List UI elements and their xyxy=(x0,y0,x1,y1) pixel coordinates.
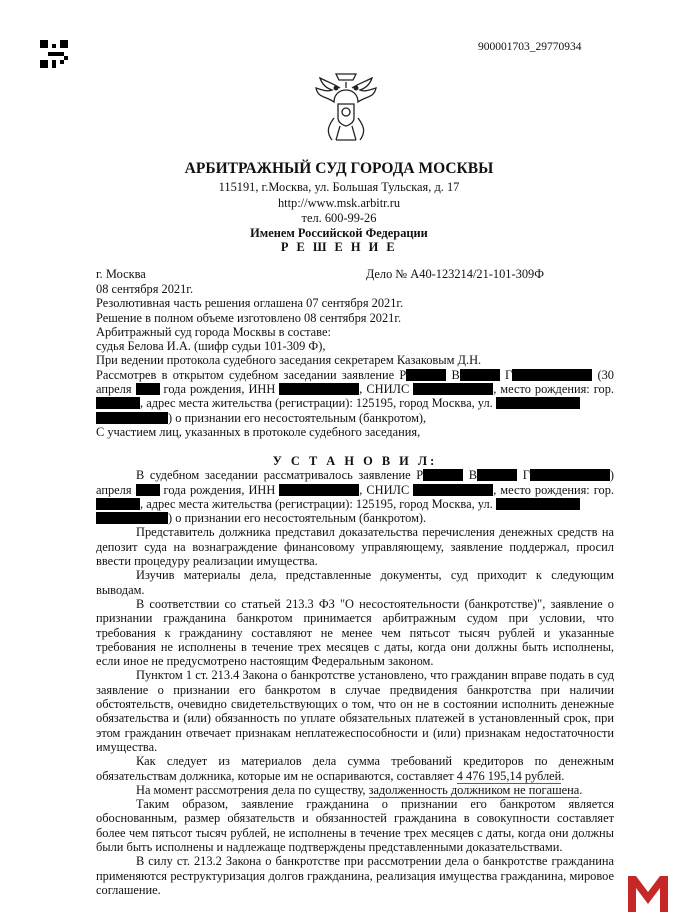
coat-of-arms-emblem-icon xyxy=(314,68,378,148)
redaction xyxy=(496,498,580,510)
established-block xyxy=(96,454,614,897)
m-logo-icon xyxy=(624,872,672,914)
redaction xyxy=(423,469,463,481)
paragraph: Представитель должника представил доказательства перечисления денежных средств на депозит суда на вознаграждение финансовому управляющему, заявление поддержал, просил ввести процедуру реализации имущества. xyxy=(96,525,614,569)
participants: С участием лиц, указанных в протоколе судебного заседания, xyxy=(96,424,421,439)
document-number: 900001703_29770934 xyxy=(478,41,582,53)
redaction xyxy=(413,484,493,496)
in-name-of: Именем Российской Федерации xyxy=(250,226,428,240)
redaction xyxy=(530,469,610,481)
intro-line: судья Белова И.А. (шифр судьи 101-309 Ф), xyxy=(96,339,326,354)
claims-amount: 4 476 195,14 рублей xyxy=(456,768,562,783)
city: г. Москва xyxy=(96,267,146,281)
redaction xyxy=(96,397,140,409)
intro-block xyxy=(96,282,614,439)
debt-status: задолженность должником не погашена xyxy=(368,782,580,797)
redaction xyxy=(496,397,580,409)
redaction xyxy=(96,512,168,524)
decision-date: 08 сентября 2021г. xyxy=(96,282,194,296)
intro-line: Арбитражный суд города Москвы в составе: xyxy=(96,324,331,339)
paragraph-hearing: В судебном заседании рассматривалось заявление Р В Г ) апреля года рождения, ИНН , СНИЛС , место рождения: гор. , адрес места жительства (регистрации): 125195, город Москва, ул. ) о признании его несостоятельным (банкротом). xyxy=(96,468,615,526)
redaction xyxy=(136,484,160,496)
redaction xyxy=(136,383,160,395)
redaction xyxy=(512,369,592,381)
court-website: http://www.msk.arbitr.ru xyxy=(277,196,401,210)
redaction xyxy=(279,383,359,395)
intro-line: Резолютивная часть решения оглашена 07 сентября 2021г. xyxy=(96,296,404,311)
case-number: Дело № А40-123214/21-101-309Ф xyxy=(365,267,544,281)
paragraph-debt-status: На момент рассмотрения дела по существу, задолженность должником не погашена. xyxy=(136,782,583,797)
paragraph: В соответствии со статьей 213.3 ФЗ "О несостоятельности (банкротстве)", заявление о признании гражданина банкротом принимается арбитражным судом при условии, что требования к гражданину составляют не менее чем пятьсот тысяч рублей и указанные требования не исполнены в течение трех месяцев с даты, когда они должны быть исполнены, если иное не предусмотрено настоящим Федеральным законом. xyxy=(96,596,614,669)
paragraph: Таким образом, заявление гражданина о признании его банкротом является обоснованным, размер обязательств и обязанностей гражданина в совокупности составляет более чем пятьсот тысяч рублей, не исполнены в течение трех месяцев с даты, когда они должны были быть исполнены и надлежаще подтверждены представленными доказательствами. xyxy=(96,797,614,855)
court-name: АРБИТРАЖНЫЙ СУД ГОРОДА МОСКВЫ xyxy=(184,160,494,177)
qr-code xyxy=(40,40,68,68)
decision-title: Р Е Ш Е Н И Е xyxy=(280,240,398,254)
intro-line: Решение в полном объеме изготовлено 08 сентября 2021г. xyxy=(96,310,402,325)
intro-line: При ведении протокола судебного заседания секретарем Казаковым Д.Н. xyxy=(96,353,482,368)
paragraph: Изучив материалы дела, представленные документы, суд приходит к следующим выводам. xyxy=(96,568,614,597)
paragraph: Пунктом 1 ст. 213.4 Закона о банкротстве установлено, что гражданин вправе подать в суд заявление о признании его банкротом в случае предвидения банкротства при наличии обстоятельств, очевидно свидетельствующих о том, что он не в состоянии исполнить денежные обязательства и (или) обязанность по уплате обязательных платежей в установленный срок, при этом гражданин отвечает признакам неплатежеспособности и (или) признакам недостаточности имущества. xyxy=(96,668,614,754)
city-case-row xyxy=(96,267,614,281)
court-address: 115191, г.Москва, ул. Большая Тульская, д. 17 xyxy=(218,180,460,194)
redaction xyxy=(460,369,500,381)
paragraph: В силу ст. 213.2 Закона о банкротстве при рассмотрении дела о банкротстве гражданина применяются реструктуризация долгов гражданина, реализация имущества гражданина, мировое соглашение. xyxy=(96,854,614,897)
redaction xyxy=(96,412,168,424)
redaction xyxy=(279,484,359,496)
paragraph-claims-amount: Как следует из материалов дела сумма требований кредиторов по денежным обязательствам должника, которые им не оспариваются, составляет 4 476 195,14 рублей. xyxy=(96,754,614,783)
redaction xyxy=(413,383,493,395)
redaction xyxy=(406,369,446,381)
redaction xyxy=(96,498,140,510)
redaction xyxy=(477,469,517,481)
paragraph-considering: Рассмотрев в открытом судебном заседании заявление Р В Г (30 апреля года рождения, ИНН , СНИЛС , место рождения: гор. , адрес места жительства (регистрации): 125195, город Москва, ул. ) о признании его несостоятельным (банкротом), xyxy=(96,367,615,425)
established-title: У С Т А Н О В И Л: xyxy=(272,454,438,468)
court-phone: тел. 600-99-26 xyxy=(301,211,377,225)
